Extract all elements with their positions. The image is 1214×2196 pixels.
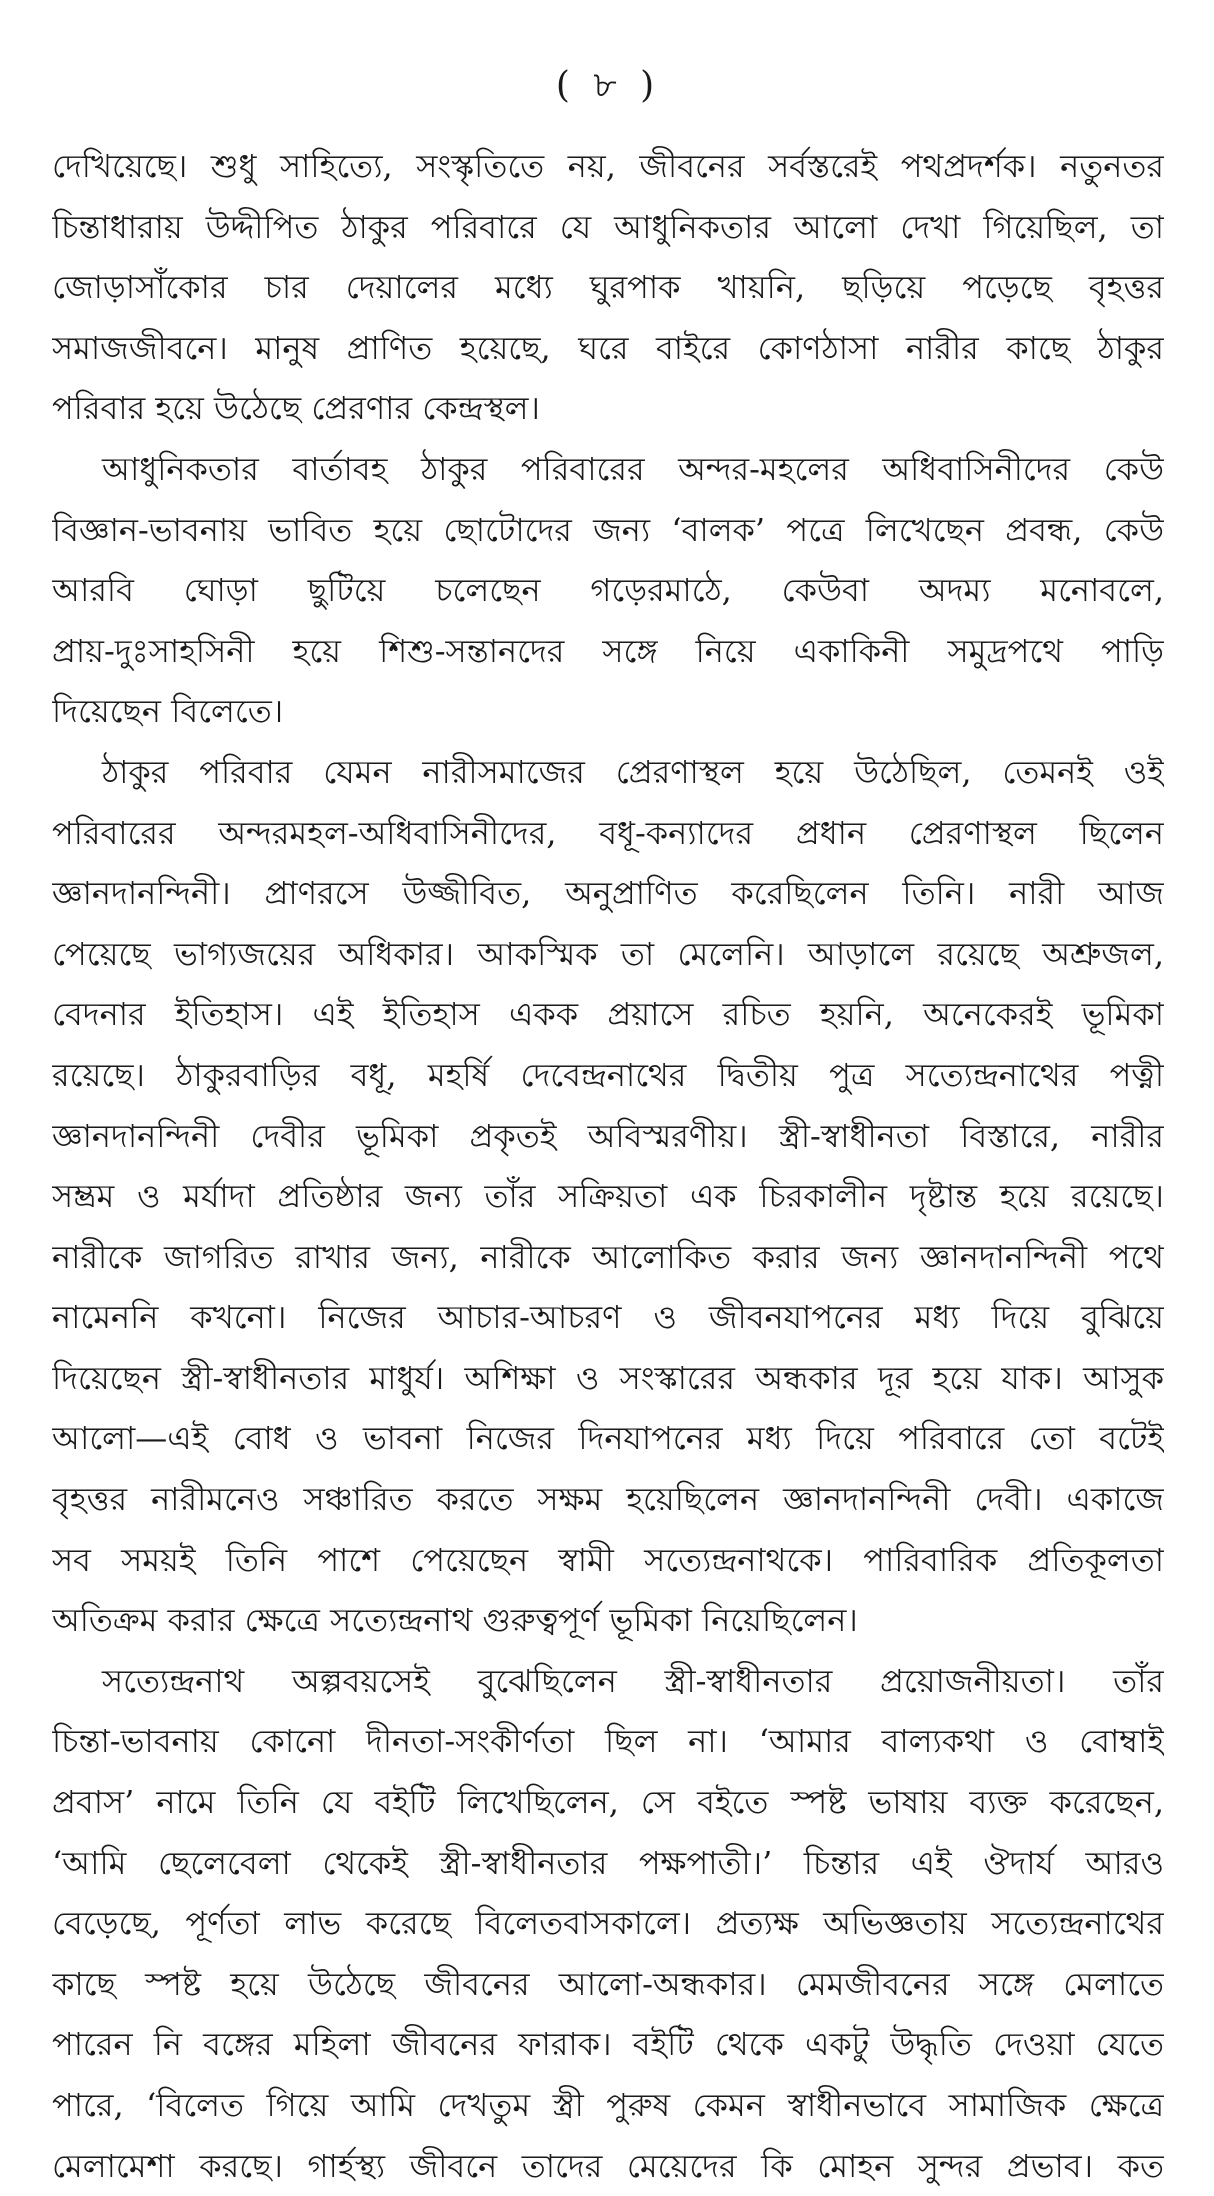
text-line: জোড়াসাঁকোর চার দেয়ালের মধ্যে ঘুরপাক খায়নি, ছড়িয়ে পড়েছে বৃহত্তর: [52, 268, 1164, 307]
text-line: নারীকে জাগরিত রাখার জন্য, নারীকে আলোকিত করার জন্য জ্ঞানদানন্দিনী পথে: [52, 1237, 1164, 1276]
paragraph-4: [52, 1651, 1164, 2196]
text-line: সম্ভ্রম ও মর্যাদা প্রতিষ্ঠার জন্য তাঁর সক্রিয়তা এক চিরকালীন দৃষ্টান্ত হয়ে রয়েছে।: [52, 1177, 1164, 1216]
text-line: রয়েছে। ঠাকুরবাড়ির বধূ, মহর্ষি দেবেন্দ্রনাথের দ্বিতীয় পুত্র সত্যেন্দ্রনাথের পত্নী: [52, 1055, 1164, 1094]
text-line: পারে, ‘বিলেত গিয়ে আমি দেখতুম স্ত্রী পুরুষ কেমন স্বাধীনভাবে সামাজিক ক্ষেত্রে: [52, 2086, 1164, 2124]
text-line: দিয়েছেন স্ত্রী-স্বাধীনতার মাধুর্য। অশিক্ষা ও সংস্কারের অন্ধকার দূর হয়ে যাক। আসুক: [52, 1358, 1164, 1397]
text-line: সব সময়ই তিনি পাশে পেয়েছেন স্বামী সত্যেন্দ্রনাথকে। পারিবারিক প্রতিকূলতা: [52, 1540, 1164, 1579]
text-line: জ্ঞানদানন্দিনী দেবীর ভূমিকা প্রকৃতই অবিস্মরণীয়। স্ত্রী-স্বাধীনতা বিস্তারে, নারীর: [52, 1116, 1164, 1155]
text-line: ঠাকুর পরিবার যেমন নারীসমাজের প্রেরণাস্থল হয়ে উঠেছিল, তেমনই ওই: [102, 752, 1164, 791]
text-line: পারেন নি বঙ্গের মহিলা জীবনের ফারাক। বইটি থেকে একটু উদ্ধৃতি দেওয়া যেতে: [52, 2025, 1164, 2064]
text-line: সমাজজীবনে। মানুষ প্রাণিত হয়েছে, ঘরে বাইরে কোণঠাসা নারীর কাছে ঠাকুর: [52, 328, 1164, 367]
text-line: সত্যেন্দ্রনাথ অল্পবয়সেই বুঝেছিলেন স্ত্রী-স্বাধীনতার প্রয়োজনীয়তা। তাঁর: [102, 1661, 1164, 1700]
text-line: বেদনার ইতিহাস। এই ইতিহাস একক প্রয়াসে রচিত হয়নি, অনেকেরই ভূমিকা: [52, 995, 1164, 1034]
book-page: [52, 62, 1164, 2196]
text-line: বেড়েছে, পূর্ণতা লাভ করেছে বিলেতবাসকালে। প্রত্যক্ষ অভিজ্ঞতায় সত্যেন্দ্রনাথের: [52, 1904, 1164, 1943]
text-line: পরিবার হয়ে উঠেছে প্রেরণার কেন্দ্রস্থল।: [52, 389, 540, 428]
paragraph-3: [52, 742, 1164, 1651]
text-line: আরবি ঘোড়া ছুটিয়ে চলেছেন গড়েরমাঠে, কেউবা অদম্য মনোবলে,: [52, 571, 1164, 610]
text-line: প্রবাস’ নামে তিনি যে বইটি লিখেছিলেন, সে বইতে স্পষ্ট ভাষায় ব্যক্ত করেছেন,: [52, 1783, 1164, 1822]
text-line: আধুনিকতার বার্তাবহ ঠাকুর পরিবারের অন্দর-মহলের অধিবাসিনীদের কেউ: [102, 449, 1164, 488]
text-line: কাছে স্পষ্ট হয়ে উঠেছে জীবনের আলো-অন্ধকার। মেমজীবনের সঙ্গে মেলাতে: [52, 1964, 1164, 2003]
text-line: ‘আমি ছেলেবেলা থেকেই স্ত্রী-স্বাধীনতার পক্ষপাতী।’ চিন্তার এই ঔদার্য আরও: [52, 1843, 1164, 1882]
text-line: মেলামেশা করছে। গার্হস্থ্য জীবনে তাদের মেয়েদের কি মোহন সুন্দর প্রভাব। কত: [52, 2146, 1164, 2185]
text-line: বিজ্ঞান-ভাবনায় ভাবিত হয়ে ছোটোদের জন্য ‘বালক’ পত্রে লিখেছেন প্রবন্ধ, কেউ: [52, 510, 1164, 549]
text-line: চিন্তাধারায় উদ্দীপিত ঠাকুর পরিবারে যে আধুনিকতার আলো দেখা গিয়েছিল, তা: [52, 207, 1164, 246]
text-line: চিন্তা-ভাবনায় কোনো দীনতা-সংকীর্ণতা ছিল না। ‘আমার বাল্যকথা ও বোম্বাই: [52, 1722, 1164, 1761]
text-line: প্রায়-দুঃসাহসিনী হয়ে শিশু-সন্তানদের সঙ্গে নিয়ে একাকিনী সমুদ্রপথে পাড়ি: [52, 631, 1164, 670]
text-line: পেয়েছে ভাগ্যজয়ের অধিকার। আকস্মিক তা মেলেনি। আড়ালে রয়েছে অশ্রুজল,: [52, 934, 1164, 973]
text-line: অতিক্রম করার ক্ষেত্রে সত্যেন্দ্রনাথ গুরুত্বপূর্ণ ভূমিকা নিয়েছিলেন।: [52, 1601, 858, 1640]
paragraph-2: [52, 439, 1164, 742]
text-line: জ্ঞানদানন্দিনী। প্রাণরসে উজ্জীবিত, অনুপ্রাণিত করেছিলেন তিনি। নারী আজ: [52, 874, 1164, 913]
text-line: দিয়েছেন বিলেতে।: [52, 692, 284, 731]
text-line: আলো—এই বোধ ও ভাবনা নিজের দিনযাপনের মধ্য দিয়ে পরিবারে তো বটেই: [52, 1419, 1164, 1458]
text-line: নামেননি কখনো। নিজের আচার-আচরণ ও জীবনযাপনের মধ্য দিয়ে বুঝিয়ে: [52, 1298, 1164, 1337]
paragraph-1: [52, 136, 1164, 439]
text-line: দেখিয়েছে। শুধু সাহিত্যে, সংস্কৃতিতে নয়, জীবনের সর্বস্তরেই পথপ্রদর্শক। নতুনতর: [52, 147, 1164, 185]
text-line: বৃহত্তর নারীমনেও সঞ্চারিত করতে সক্ষম হয়েছিলেন জ্ঞানদানন্দিনী দেবী। একাজে: [52, 1480, 1164, 1519]
page-number: ( ৮ ): [555, 65, 661, 106]
text-line: পরিবারের অন্দরমহল-অধিবাসিনীদের, বধূ-কন্যাদের প্রধান প্রেরণাস্থল ছিলেন: [52, 813, 1164, 852]
